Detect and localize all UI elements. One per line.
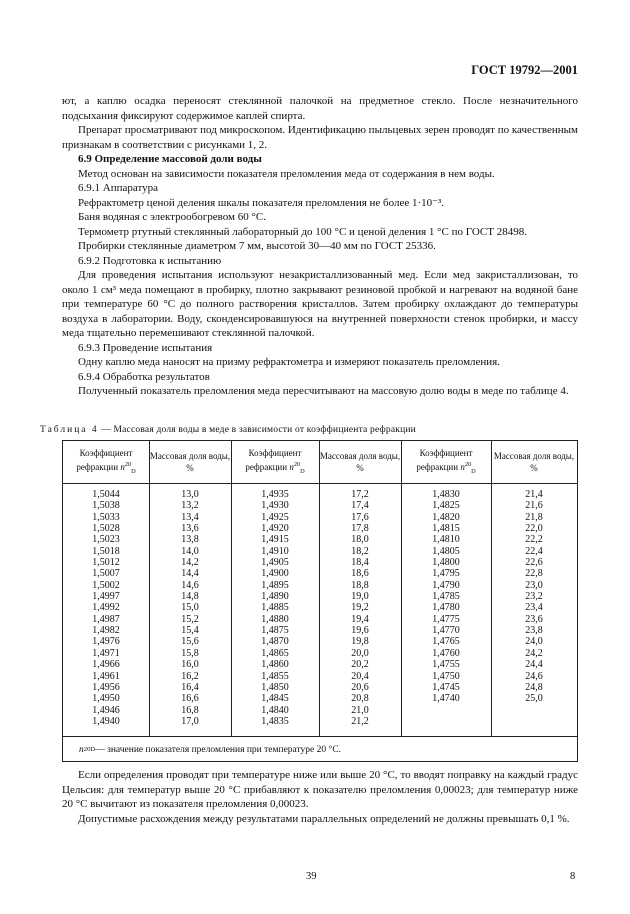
table-caption-text: — Массовая доля воды в меде в зависимости от коэффициента рефракции — [98, 425, 416, 435]
table-cell: 1,4740 — [432, 693, 460, 705]
table-cell: 14,2 — [181, 557, 199, 569]
table-cell: 1,4850 — [261, 681, 289, 693]
table-cell: 24,0 — [525, 636, 543, 648]
table-cell: 19,0 — [351, 591, 369, 603]
header-coefficient-2: Коэффициент рефракции $n^{20}_D$ — [245, 447, 305, 475]
table-cell: 20,6 — [351, 681, 369, 693]
after-table-text — [62, 768, 578, 826]
paragraph: 6.9.1 Аппаратура — [78, 182, 158, 194]
table-cell: 1,4997 — [92, 591, 120, 603]
table-cell: 1,4915 — [261, 534, 289, 546]
table-cell: 16,8 — [181, 704, 199, 716]
table-cell: 1,5007 — [92, 568, 120, 580]
table-cell: 22,0 — [525, 523, 543, 535]
table-cell: 13,4 — [181, 511, 199, 523]
table-cell: 15,6 — [181, 636, 199, 648]
table-cell: 1,4880 — [261, 613, 289, 625]
paragraph: Препарат просматривают под микроскопом. Идентификацию пыльцевых зерен проводят по качественным признакам в соответствии с рисунками 1, 2. — [62, 124, 578, 151]
sheet-number: 8 — [570, 871, 576, 882]
table-cell: 1,4870 — [261, 636, 289, 648]
paragraph: 6.9.3 Проведение испытания — [78, 341, 213, 354]
table-cell: 1,4825 — [432, 500, 460, 512]
paragraph: Баня водяная с электрообогревом 60 °С. — [78, 211, 266, 223]
paragraph: Метод основан на зависимости показателя преломления меда от содержания в нем воды. — [78, 167, 495, 180]
coefficient-column-2 — [231, 489, 319, 727]
table-cell: 1,4966 — [92, 659, 120, 671]
table-cell: 1,4815 — [432, 523, 460, 535]
mass-column-2 — [319, 489, 401, 727]
table-cell: 21,0 — [351, 704, 369, 716]
header-mass-2: Массовая доля воды, % — [319, 451, 401, 473]
table-cell: 1,4976 — [92, 636, 120, 648]
table-cell: 19,2 — [351, 602, 369, 614]
table-cell: 1,4770 — [432, 625, 460, 637]
table-cell: 13,0 — [181, 489, 199, 500]
table-cell: 1,4935 — [261, 489, 289, 500]
table-cell: 13,6 — [181, 523, 199, 535]
table-cell: 1,4865 — [261, 647, 289, 659]
paragraph: 6.9.4 Обработка результатов — [78, 370, 210, 383]
mass-column-3 — [491, 489, 577, 705]
table-cell: 1,4956 — [92, 681, 120, 693]
section-heading: 6.9 Определение массовой доли воды — [78, 153, 262, 165]
paragraph: Допустимые расхождения между результатами параллельных определений не должны превышать 0,1 %. — [78, 812, 570, 825]
table-cell: 1,4835 — [261, 715, 289, 727]
table-cell: 1,4755 — [432, 659, 460, 671]
table-cell: 18,6 — [351, 568, 369, 580]
table-cell: 1,4950 — [92, 693, 120, 705]
table-cell: 1,4895 — [261, 579, 289, 591]
paragraph: Если определения проводят при температуре ниже или выше 20 °С, то вводят поправку на каждый градус Цельсия: для температур выше 20 °С прибавляют к показателю преломления 0,00023; для температур ниже 20 °С вычитают из показателя преломления 0,00023. — [62, 769, 578, 810]
table-cell: 22,6 — [525, 557, 543, 569]
paragraph: Пробирки стеклянные диаметром 7 мм, высотой 30—40 мм по ГОСТ 25336. — [78, 240, 436, 252]
table-cell: 21,2 — [351, 715, 369, 727]
table-note: n 20 D — значение показателя преломления при температуре 20 °С. — [63, 736, 577, 762]
table-cell: 1,5002 — [92, 579, 120, 591]
table-cell: 1,4805 — [432, 545, 460, 557]
table-cell: 1,4875 — [261, 625, 289, 637]
paragraph: Для проведения испытания используют незакристаллизованный мед. Если мед закристаллизован, то около 1 см³ меда помещают в пробирку, плотно закрывают резиновой пробкой и нагревают на водяной бане при температуре 60 °С до полного растворения кристаллов. Затем пробирку охлаждают до температуры воздуха в лаборатории. Воду, сконденсировавшуюся на внутренней поверхности стенок пробирки, и массу меда тщательно перемешивают стеклянной палочкой. — [62, 269, 578, 339]
coefficient-column-1 — [63, 489, 149, 727]
table-cell: 16,0 — [181, 659, 199, 671]
table-cell: 20,8 — [351, 693, 369, 705]
table-cell: 23,8 — [525, 625, 543, 637]
table-cell: 1,4925 — [261, 511, 289, 523]
table-cell: 1,4855 — [261, 670, 289, 682]
table-cell: 1,4795 — [432, 568, 460, 580]
table-cell: 1,4940 — [92, 715, 120, 727]
table-cell: 1,4750 — [432, 670, 460, 682]
table-cell: 15,2 — [181, 613, 199, 625]
table-cell: 1,4992 — [92, 602, 120, 614]
table-cell: 17,6 — [351, 511, 369, 523]
paragraph: 6.9.2 Подготовка к испытанию — [78, 254, 222, 267]
table-cell: 20,0 — [351, 647, 369, 659]
table-cell: 20,4 — [351, 670, 369, 682]
body-text — [62, 94, 578, 399]
table-cell: 15,4 — [181, 625, 199, 637]
table-cell: 17,2 — [351, 489, 369, 500]
table-cell: 1,4800 — [432, 557, 460, 569]
table-cell: 23,2 — [525, 591, 543, 603]
table-cell: 1,4765 — [432, 636, 460, 648]
table-cell: 1,5033 — [92, 511, 120, 523]
table-cell: 1,4971 — [92, 647, 120, 659]
table-cell: 18,2 — [351, 545, 369, 557]
table-cell: 1,4961 — [92, 670, 120, 682]
table-cell: 1,5023 — [92, 534, 120, 546]
table-cell: 14,4 — [181, 568, 199, 580]
water-content-table — [62, 440, 578, 762]
table-cell: 18,0 — [351, 534, 369, 546]
table-cell: 13,2 — [181, 500, 199, 512]
table-cell: 1,4785 — [432, 591, 460, 603]
header-coefficient-3: Коэффициент рефракции $n^{20}_D$ — [416, 447, 476, 475]
table-cell: 1,5038 — [92, 500, 120, 512]
table-cell: 21,6 — [525, 500, 543, 512]
table-cell: 15,8 — [181, 647, 199, 659]
table-cell: 22,2 — [525, 534, 543, 546]
table-cell: 24,6 — [525, 670, 543, 682]
mass-column-1 — [149, 489, 231, 727]
table-cell: 1,4845 — [261, 693, 289, 705]
table-cell: 19,8 — [351, 636, 369, 648]
coefficient-column-3 — [401, 489, 491, 705]
table-cell: 20,2 — [351, 659, 369, 671]
table-cell: 19,6 — [351, 625, 369, 637]
table-cell: 1,4810 — [432, 534, 460, 546]
table-cell: 1,4900 — [261, 568, 289, 580]
table-cell: 1,4830 — [432, 489, 460, 500]
table-cell: 1,4905 — [261, 557, 289, 569]
table-cell: 1,4890 — [261, 591, 289, 603]
paragraph: Полученный показатель преломления меда пересчитывают на массовую долю воды в меде по таблице 4. — [78, 385, 569, 397]
table-cell: 17,0 — [181, 715, 199, 727]
table-cell: 14,8 — [181, 591, 199, 603]
table-cell: 1,5018 — [92, 545, 120, 557]
table-cell: 14,0 — [181, 545, 199, 557]
table-caption-prefix: Таблица 4 — [40, 425, 99, 435]
table-cell: 1,4840 — [261, 704, 289, 716]
document-header: ГОСТ 19792—2001 — [471, 63, 578, 77]
table-cell: 1,4930 — [261, 500, 289, 512]
table-cell: 22,8 — [525, 568, 543, 580]
table-cell: 21,4 — [525, 489, 543, 500]
page-number: 39 — [306, 871, 317, 882]
header-coefficient-1: Коэффициент рефракции $n^{20}_D$ — [76, 447, 136, 475]
table-cell: 1,4790 — [432, 579, 460, 591]
table-cell: 17,4 — [351, 500, 369, 512]
table-cell: 1,4780 — [432, 602, 460, 614]
paragraph: Одну каплю меда наносят на призму рефрактометра и измеряют показатель преломления. — [78, 356, 500, 368]
table-cell: 23,0 — [525, 579, 543, 591]
table-cell: 24,2 — [525, 647, 543, 659]
table-cell: 1,5012 — [92, 557, 120, 569]
table-cell: 1,4775 — [432, 613, 460, 625]
table-cell: 22,4 — [525, 545, 543, 557]
table-cell: 19,4 — [351, 613, 369, 625]
table-cell: 1,4745 — [432, 681, 460, 693]
header-mass-1: Массовая доля воды, % — [149, 451, 231, 473]
table-cell: 1,5044 — [92, 489, 120, 500]
table-cell: 23,4 — [525, 602, 543, 614]
paragraph: Рефрактометр ценой деления шкалы показателя преломления не более 1·10⁻³. — [78, 196, 445, 209]
table-cell: 1,4946 — [92, 704, 120, 716]
table-cell: 24,8 — [525, 681, 543, 693]
table-caption — [40, 425, 416, 435]
table-cell: 13,8 — [181, 534, 199, 546]
table-cell: 24,4 — [525, 659, 543, 671]
table-cell: 14,6 — [181, 579, 199, 591]
table-cell: 16,2 — [181, 670, 199, 682]
table-cell: 17,8 — [351, 523, 369, 535]
paragraph: ют, а каплю осадка переносят стеклянной палочкой на предметное стекло. После незначительного подсыхания фиксируют содержимое каплей спирта. — [62, 95, 578, 122]
table-cell: 18,8 — [351, 579, 369, 591]
table-cell: 1,4920 — [261, 523, 289, 535]
table-cell: 25,0 — [525, 693, 543, 705]
table-cell: 1,4760 — [432, 647, 460, 659]
table-cell: 21,8 — [525, 511, 543, 523]
table-cell: 1,4860 — [261, 659, 289, 671]
table-cell: 15,0 — [181, 602, 199, 614]
table-cell: 16,6 — [181, 693, 199, 705]
table-cell: 16,4 — [181, 681, 199, 693]
table-cell: 1,4885 — [261, 602, 289, 614]
paragraph: Термометр ртутный стеклянный лабораторный до 100 °С и ценой деления 1 °С по ГОСТ 28498. — [78, 225, 527, 238]
table-cell: 1,4820 — [432, 511, 460, 523]
table-cell: 18,4 — [351, 557, 369, 569]
table-cell: 1,4982 — [92, 625, 120, 637]
table-cell: 1,4910 — [261, 545, 289, 557]
table-header-row — [63, 441, 577, 484]
table-cell: 1,5028 — [92, 523, 120, 535]
table-cell: 1,4987 — [92, 613, 120, 625]
header-mass-3: Массовая доля воды, % — [493, 451, 575, 473]
table-cell: 23,6 — [525, 613, 543, 625]
